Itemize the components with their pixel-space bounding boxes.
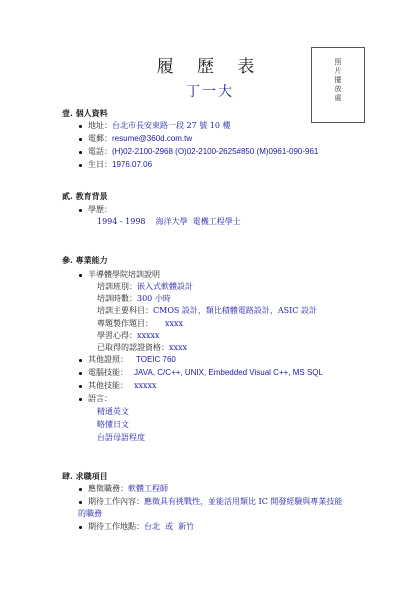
email-row [88, 134, 192, 144]
project-row [97, 319, 183, 329]
bullet [79, 526, 82, 529]
training-hours-label: 培訓時數： [97, 294, 137, 303]
language-item: 略懂日文 [97, 420, 129, 429]
computer-skills-label: 電腦技能： [88, 368, 128, 377]
phone-label: 電話： [88, 147, 112, 156]
language-label: 語言： [88, 394, 112, 403]
other-skills-label: 其他技能： [88, 381, 128, 390]
phone-row [88, 147, 318, 157]
training-subjects-value: CMOS 設計，類比積體電路設計，ASIC 設計 [153, 306, 317, 315]
job-title-value: 軟體工程師 [128, 484, 168, 493]
birthday-value: 1976.07.06 [112, 160, 153, 169]
section-education-heading: 貳. 教育背景 [62, 191, 108, 201]
project-value: xxxx [165, 319, 184, 328]
section-personal-heading: 壹. 個人資料 [62, 108, 108, 118]
bullet [79, 501, 82, 504]
bullet [79, 398, 82, 401]
job-content-value: 應徵具有挑戰性，並能活用類比 IC 開發經驗與專業技能 [144, 497, 343, 506]
job-place-row [88, 522, 194, 532]
certification-row [97, 343, 187, 353]
bullet [79, 372, 82, 375]
applicant-name: 丁一大 [186, 84, 234, 100]
computer-skills-row [88, 368, 323, 378]
job-content-label: 期待工作內容： [88, 497, 144, 506]
other-skills-row [88, 381, 157, 391]
section-job-heading: 肆. 求職項目 [62, 471, 108, 481]
email-value[interactable]: resume@360d.com.tw [112, 134, 193, 143]
photo-label: 照 片 擺 放 處 [334, 58, 342, 102]
training-hours-row [97, 294, 171, 304]
education-value: 1994 - 1998 海洋大學 電機工程學士 [97, 217, 241, 226]
other-skills-value: xxxxx [134, 381, 157, 390]
bullet [79, 125, 82, 128]
address-row [88, 121, 231, 131]
training-subjects-label: 培訓主要科目： [97, 306, 153, 315]
birthday-label: 生日： [88, 160, 112, 169]
training-class-value: 嵌入式軟體設計 [137, 282, 193, 291]
job-content-row [88, 497, 342, 507]
job-title-label: 應徵職務： [88, 484, 128, 493]
training-class-label: 培訓班別： [97, 282, 137, 291]
certification-value: xxxx [169, 343, 188, 352]
job-title-row [88, 484, 168, 494]
other-cert-row [88, 355, 176, 365]
email-label: 電郵： [88, 134, 112, 143]
computer-skills-value: JAVA, C/C++, UNIX, Embedded Visual C++, MS SQL [134, 368, 323, 377]
training-title: 半導體學院培訓說明 [88, 270, 160, 279]
learning-label: 學習心得： [97, 331, 137, 340]
photo-placeholder [311, 47, 365, 123]
other-cert-label: 其他證照： [88, 355, 128, 364]
learning-value: xxxxx [137, 331, 160, 340]
address-label: 地址： [88, 121, 112, 130]
bullet [79, 488, 82, 491]
job-place-label: 期待工作地點： [88, 522, 144, 531]
bullet [79, 138, 82, 141]
project-label: 專題製作題目： [97, 319, 153, 328]
bullet [79, 274, 82, 277]
learning-row [97, 331, 160, 341]
training-hours-value: 300 小時 [137, 294, 171, 303]
bullet [79, 385, 82, 388]
job-place-value: 台北 或 新竹 [144, 522, 195, 531]
page-title: 履 歷 表 [156, 57, 264, 77]
training-subjects-row [97, 306, 317, 316]
language-item: 精通英文 [97, 407, 129, 416]
training-class-row [97, 282, 193, 292]
certification-label: 已取得的認證資格： [97, 343, 169, 352]
other-cert-value: TOEIC 760 [136, 355, 176, 364]
bullet [79, 359, 82, 362]
address-value: 台北市長安東路一段 27 號 10 樓 [112, 121, 231, 130]
birthday-row [88, 160, 152, 170]
phone-value: (H)02-2100-2968 (O)02-2100-2625#850 (M)0961-090-961 [112, 147, 319, 156]
bullet [79, 209, 82, 212]
section-skills-heading: 參. 專業能力 [62, 255, 108, 265]
education-label: 學歷： [88, 205, 112, 214]
language-item: 台語母語程度 [97, 433, 145, 442]
bullet [79, 164, 82, 167]
bullet [79, 151, 82, 154]
job-content-value-cont: 的職務 [78, 509, 102, 518]
